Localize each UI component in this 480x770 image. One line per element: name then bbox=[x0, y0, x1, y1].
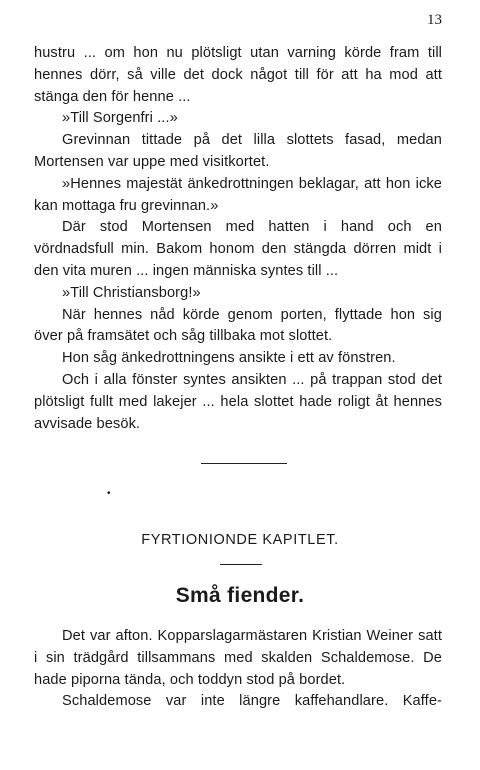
paragraph: Det var afton. Kopparslagarmästaren Kristian Weiner satt i sin trädgård tillsammans med skalden Schaldemose. De hade piporna tända, och toddyn stod på bordet. bbox=[34, 628, 442, 688]
paragraph: Hon såg änkedrottningens ansikte i ett av fönstren. bbox=[62, 350, 396, 367]
paragraph: hustru ... om hon nu plötsligt utan varning körde fram till hennes dörr, så ville det dock något till för att ha mod att stänga den för henne ... bbox=[34, 45, 442, 105]
paragraph: Och i alla fönster syntes ansikten ... på trappan stod det plötsligt fullt med lakejer ... hela slottet hade roligt åt hennes avvisade besök. bbox=[34, 371, 442, 432]
paragraph: Där stod Mortensen med hatten i hand och en vördnadsfull min. Bakom honom den stängda dörren midt i den vita muren ... ingen människa syntes till ... bbox=[34, 219, 442, 279]
paragraph: »Hennes majestät änkedrottningen beklagar, att hon icke kan mottaga fru grevinnan.» bbox=[34, 175, 442, 214]
body-text-bottom bbox=[34, 626, 442, 713]
paragraph: Grevinnan tittade på det lilla slottets fasad, medan Mortensen var uppe med visitkortet. bbox=[34, 132, 442, 170]
body-text-top bbox=[34, 43, 442, 435]
chapter-title: Små fiender. bbox=[175, 584, 305, 607]
chapter-divider bbox=[220, 564, 262, 565]
chapter-label: FYRTIONIONDE KAPITLET. bbox=[141, 532, 339, 548]
paragraph: »Till Sorgenfri ...» bbox=[62, 110, 178, 127]
print-speck: • bbox=[107, 488, 111, 499]
section-divider bbox=[201, 463, 287, 464]
paragraph: »Till Christiansborg!» bbox=[62, 284, 201, 301]
paragraph: När hennes nåd körde genom porten, flyttade hon sig över på framsätet och såg tillbaka mot slottet. bbox=[34, 306, 442, 345]
paragraph: Schaldemose var inte längre kaffehandlare. Kaffe- bbox=[62, 693, 442, 710]
page-number: 13 bbox=[427, 12, 442, 28]
